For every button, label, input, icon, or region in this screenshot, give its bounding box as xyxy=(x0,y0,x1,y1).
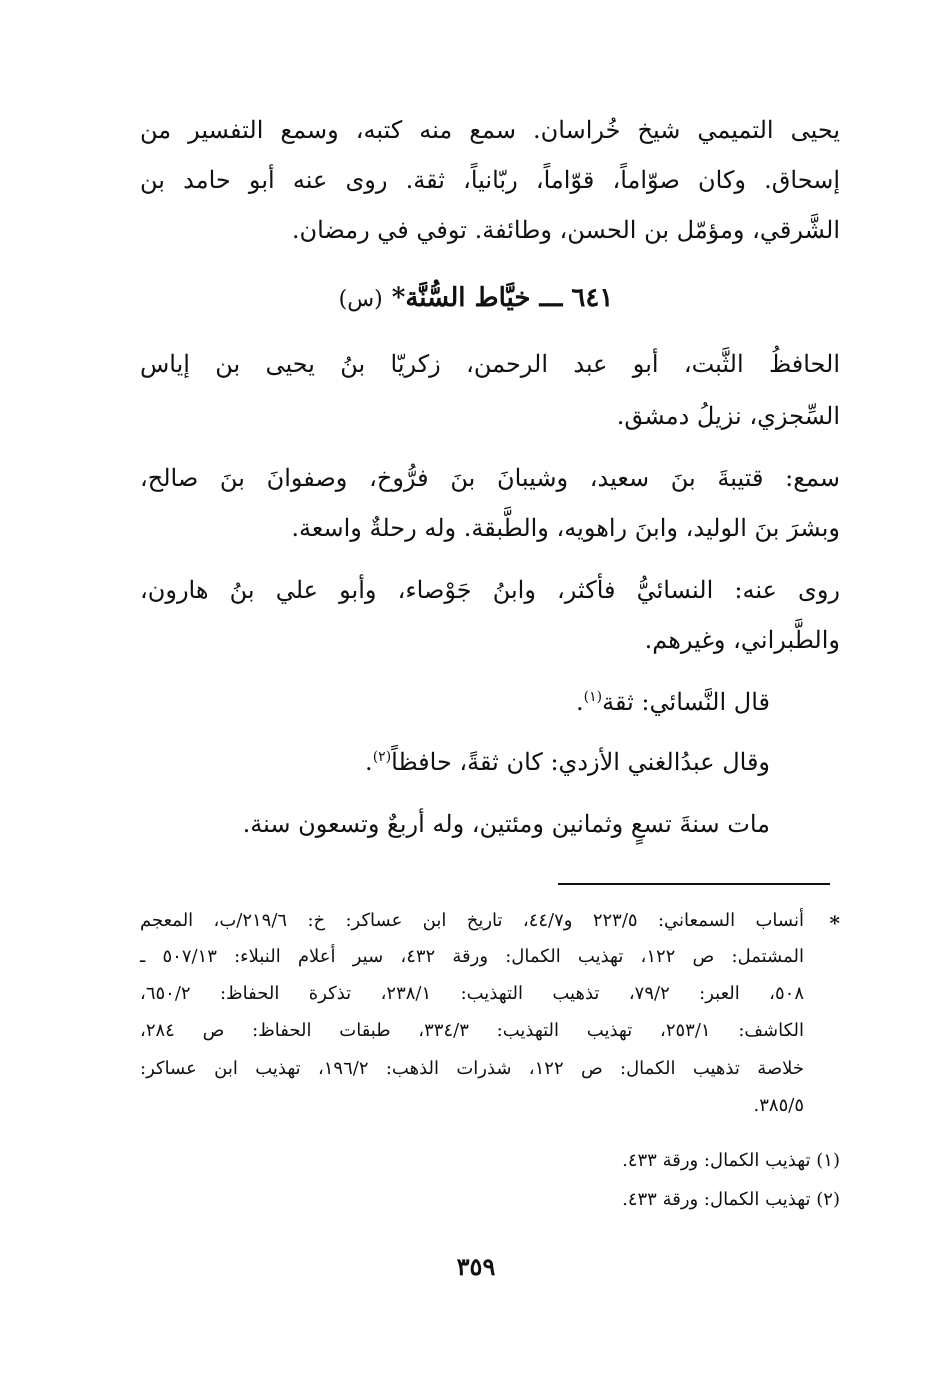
quote-text: وقال عبدُالغني الأزدي: كان ثقةً، حافظاً xyxy=(391,748,770,776)
quote-text: مات سنةَ تسعٍ وثمانين ومئتين، وله أربعٌ وتسعون سنة. xyxy=(242,810,770,838)
entry-name: خيَّاط السُّنَّة* xyxy=(391,283,531,313)
paragraph-line: والطَّبراني، وغيرهم. xyxy=(644,626,840,654)
footnote-line: المشتمل: ص ١٢٢، تهذيب الكمال: ورقة ٤٣٢، سير أعلام النبلاء: ٥٠٧/١٣ ـ xyxy=(140,946,804,967)
entry-number: ٦٤١ xyxy=(571,283,614,313)
page-number: ٣٥٩ xyxy=(456,1252,496,1281)
quote-line xyxy=(140,746,770,778)
quote-line xyxy=(140,808,770,840)
paragraph-line: يحيى التميمي شيخ خُراسان. سمع منه كتبه، وسمع التفسير من xyxy=(140,116,840,144)
quote-end: . xyxy=(576,688,584,716)
footnote-note: (١) تهذيب الكمال: ورقة ٤٣٣. xyxy=(622,1150,840,1171)
footnote-ref: (٢) xyxy=(372,749,392,765)
quote-text: قال النَّسائي: ثقة xyxy=(602,688,770,716)
footnote-divider xyxy=(558,883,830,885)
footnote-ref: (١) xyxy=(583,689,603,705)
footnote-line: خلاصة تذهيب الكمال: ص ١٢٢، شذرات الذهب: ١٩٦/٢، تهذيب ابن عساكر: xyxy=(140,1058,804,1079)
footnote-line: ٥٠٨، العبر: ٧٩/٢، تذهيب التهذيب: ٢٣٨/١، تذكرة الحفاظ: ٦٥٠/٢، xyxy=(140,983,804,1004)
paragraph-line: الشَّرقي، ومؤمّل بن الحسن، وطائفة. توفي في رمضان. xyxy=(291,216,840,244)
paragraph-line: روى عنه: النسائيُّ فأكثر، وابنُ جَوْصاء، وأبو علي بنُ هارون، xyxy=(140,576,840,604)
footnote-line: ٣٨٥/٥. xyxy=(753,1095,804,1116)
footnote-line: الكاشف: ٢٥٣/١، تهذيب التهذيب: ٣٣٤/٣، طبقات الحفاظ: ص ٢٨٤، xyxy=(140,1020,805,1041)
entry-code: (س) xyxy=(338,287,383,312)
footnote-star: * xyxy=(829,911,840,935)
paragraph-line: إسحاق. وكان صوّاماً، قوّاماً، ربّانياً، ثقة. روى عنه أبو حامد بن xyxy=(140,166,840,194)
entry-heading xyxy=(0,280,952,318)
paragraph-line: وبشرَ بنَ الوليد، وابنَ راهويه، والطَّبقة. وله رحلةٌ واسعة. xyxy=(291,514,840,542)
quote-line xyxy=(140,686,770,718)
paragraph-line: سمع: قتيبةَ بنَ سعيد، وشيبانَ بنَ فرُّوخ، وصفوانَ بنَ صالح، xyxy=(140,464,840,492)
paragraph-line: السِّجزي، نزيلُ دمشق. xyxy=(616,402,840,430)
quote-end: . xyxy=(365,748,373,776)
entry-dash: ـــ xyxy=(539,283,563,313)
paragraph-line: الحافظُ الثَّبت، أبو عبد الرحمن، زكريّا بنُ يحيى بن إياس xyxy=(140,350,840,378)
footnote-note: (٢) تهذيب الكمال: ورقة ٤٣٣. xyxy=(622,1189,840,1210)
footnote-line: أنساب السمعاني: ٢٢٣/٥ و٤٤/٧، تاريخ ابن عساكر: خ: ٢١٩/٦/ب، المعجم xyxy=(140,910,804,931)
